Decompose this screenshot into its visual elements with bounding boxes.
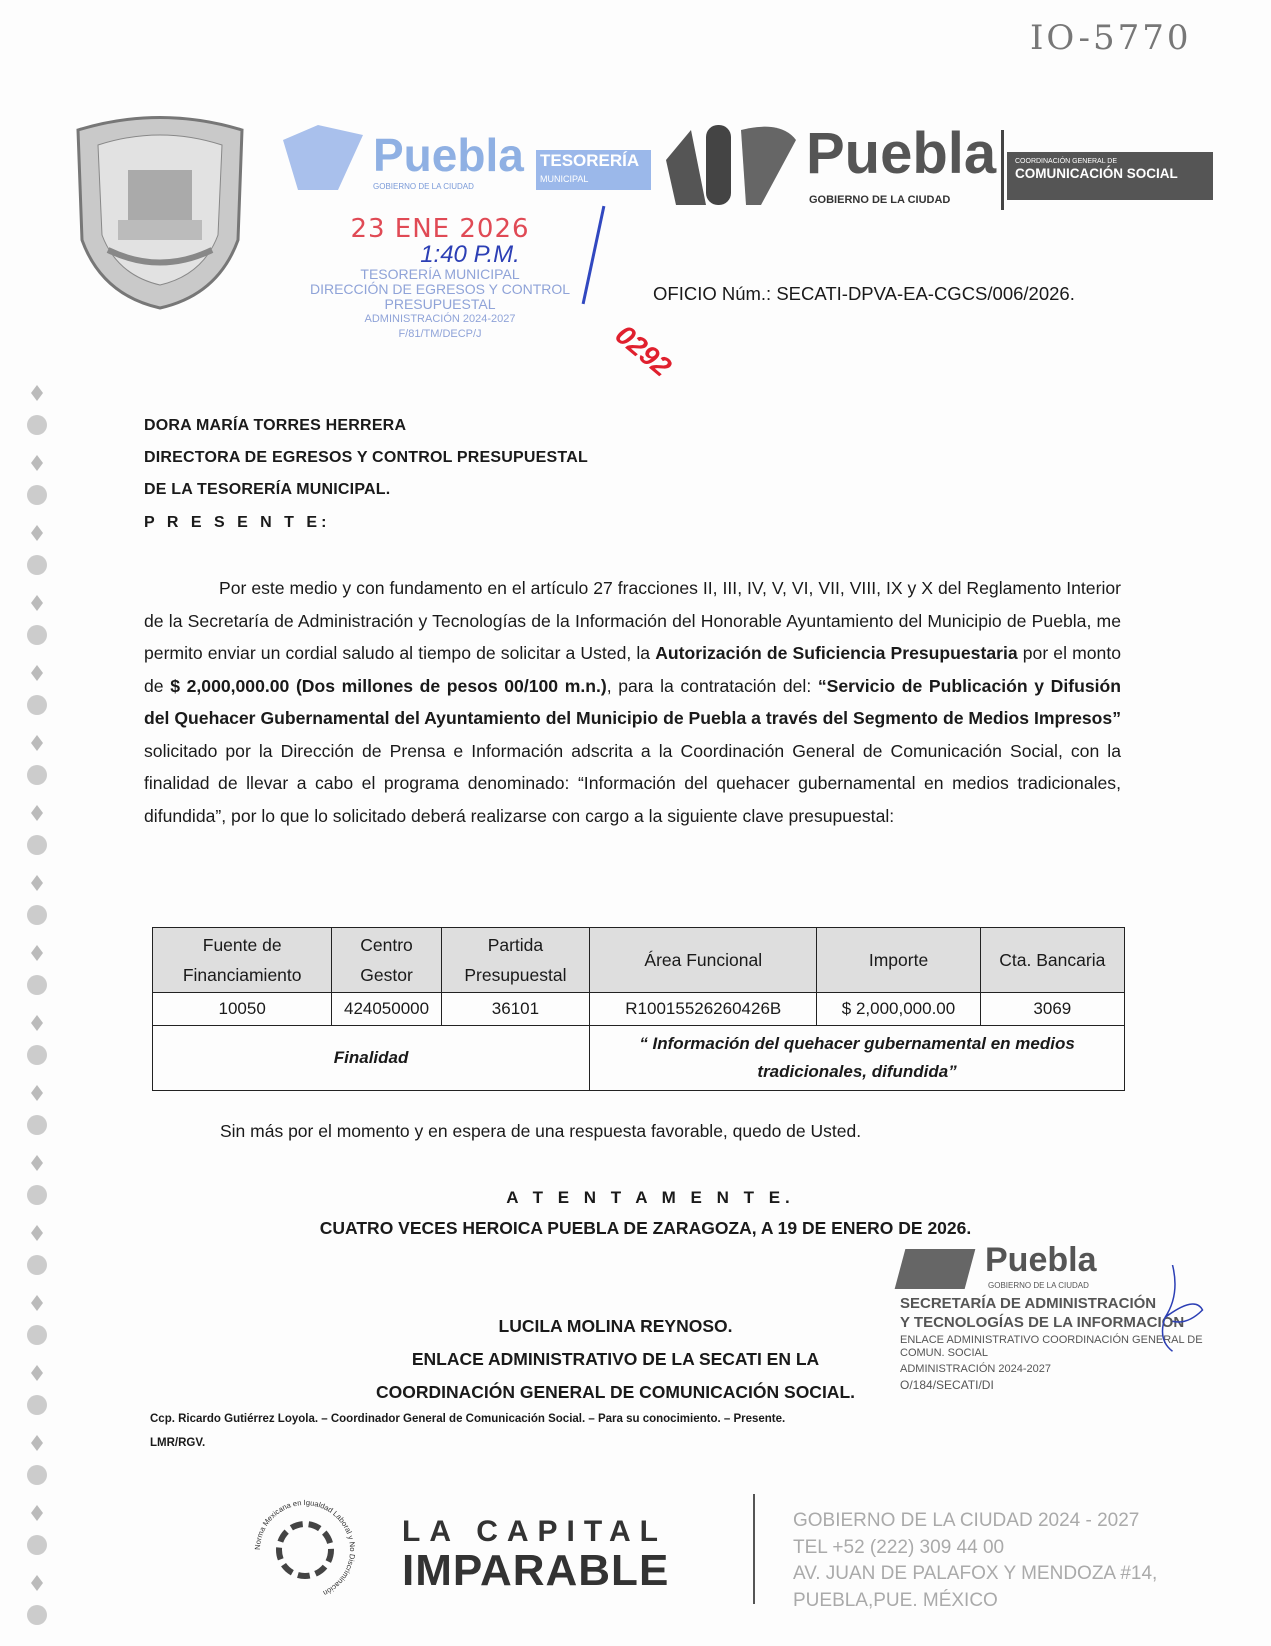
box-subtitle: MUNICIPAL [540, 174, 589, 184]
svg-text:Norma Mexicana en Igualdad Lab [253, 1498, 357, 1598]
igualdad-seal-text: Norma Mexicana en Igualdad Laboral y No Discriminación [252, 1497, 358, 1598]
tesoreria-logo [278, 120, 653, 200]
finalidad-label: Finalidad [153, 1026, 590, 1091]
slogan-line2: IMPARABLE [402, 1546, 670, 1595]
col-header: Fuente de Financiamiento [153, 928, 332, 993]
slogan-line1: LA CAPITAL [402, 1515, 667, 1548]
text: Por este medio y con fundamento en el artículo 27 fracciones II, III, IV, V, VI, VII, VIII, IX y X del Reglamento Interior de la Secretaría de Administración y Tecnologías de la Información del Honorable Ayuntamiento del Municipio de Puebla, me permito enviar un cordial saludo al tiempo de solicitar a Usted, la [144, 578, 1121, 663]
seal-line: ADMINISTRACIÓN 2024-2027 [900, 1363, 1051, 1375]
stamp-line: DIRECCIÓN DE EGRESOS Y CONTROL [309, 281, 571, 297]
signer-name: LUCILA MOLINA REYNOSO. [498, 1316, 733, 1336]
col-header: Cta. Bancaria [980, 928, 1124, 993]
text-bold: Autorización de Suficiencia Presupuestaria [655, 643, 1018, 663]
stamp-line: PRESUPUESTAL [384, 296, 496, 312]
seal-line: SECRETARÍA DE ADMINISTRACIÓN [900, 1295, 1157, 1312]
cell: 3069 [980, 993, 1124, 1026]
addressee-name: DORA MARÍA TORRES HERRERA [144, 417, 407, 434]
amount: $ 2,000,000.00 (Dos millones de pesos 00/100 m.n.) [170, 675, 607, 696]
cell: 36101 [441, 993, 589, 1026]
seal-logo-mark [895, 1249, 976, 1289]
stamp-line: TESORERÍA MUNICIPAL [360, 266, 520, 282]
logo-wordmark: Puebla [373, 129, 524, 181]
seal-subtitle: GOBIERNO DE LA CIUDAD [988, 1281, 1089, 1290]
addressee-title: DIRECTORA DE EGRESOS Y CONTROL PRESUPUESTAL [144, 449, 588, 466]
seal-wordmark: Puebla [985, 1241, 1097, 1279]
finalidad-value: “ Información del quehacer gubernamental en medios tradicionales, difundida” [590, 1026, 1125, 1091]
igualdad-laboral-seal [250, 1495, 360, 1605]
text: , para la contratación del: [606, 675, 818, 696]
presente: P R E S E N T E: [144, 514, 331, 531]
signer-role: ENLACE ADMINISTRATIVO DE LA SECATI EN LA [411, 1349, 820, 1369]
folio-stamp: 0292 [609, 318, 678, 383]
seal-line: ENLACE ADMINISTRATIVO COORDINACIÓN GENERAL DE COMUN. SOCIAL [900, 1334, 1203, 1359]
cell: 10050 [153, 993, 332, 1026]
logo-subtitle: GOBIERNO DE LA CIUDAD [809, 194, 951, 206]
col-header: Partida Presupuestal [441, 928, 589, 993]
body-paragraph [144, 572, 1121, 832]
contact-city: PUEBLA,PUE. MÉXICO [793, 1589, 998, 1611]
seal-line: Y TECNOLOGÍAS DE LA INFORMACIÓN [900, 1314, 1185, 1331]
budget-table [152, 927, 1125, 1091]
box-small: COORDINACIÓN GENERAL DE [1015, 158, 1118, 165]
addressee-dept: DE LA TESORERÍA MUNICIPAL. [144, 481, 391, 498]
col-header: Área Funcional [590, 928, 817, 993]
cell: R10015526260426B [590, 993, 817, 1026]
service-name: “Servicio de Publicación y Difusión del Quehacer Gubernamental del Ayuntamiento del Municipio de Puebla a través del Segmento de Medios Impresos” [144, 675, 1121, 728]
box-title: TESORERÍA [540, 151, 640, 170]
atentamente: A T E N T A M E N T E. [506, 1188, 795, 1207]
cell: $ 2,000,000.00 [817, 993, 980, 1026]
decorative-border-icon [22, 380, 52, 1640]
contact-address: AV. JUAN DE PALAFOX Y MENDOZA #14, [793, 1563, 1158, 1584]
reception-stamp [290, 215, 590, 342]
footer-divider [753, 1494, 755, 1604]
stamp-line: ADMINISTRACIÓN 2024-2027 [364, 313, 516, 325]
handwritten-note: IO-5770 [1030, 18, 1192, 58]
ccp: Ccp. Ricardo Gutiérrez Loyola. – Coordinador General de Comunicación Social. – Para su conocimiento. – Presente. [150, 1413, 786, 1425]
contact-line: GOBIERNO DE LA CIUDAD 2024 - 2027 [793, 1510, 1140, 1531]
comunicacion-social-logo [661, 120, 1217, 215]
cell: 424050000 [332, 993, 441, 1026]
table-row-finalidad [153, 1026, 1125, 1091]
logo-wordmark: Puebla [806, 121, 997, 186]
box-title: COMUNICACIÓN SOCIAL [1015, 166, 1178, 181]
city-date: CUATRO VECES HEROICA PUEBLA DE ZARAGOZA, A 19 DE ENERO DE 2026. [319, 1218, 972, 1238]
footer-contact [793, 1508, 1157, 1614]
contact-phone: TEL +52 (222) 309 44 00 [793, 1536, 1005, 1558]
stamp-time: 1:40 P.M. [420, 241, 520, 268]
la-capital-imparable-logo [402, 1515, 669, 1593]
logo-subtitle: GOBIERNO DE LA CIUDAD [373, 182, 474, 191]
table-header-row [153, 928, 1125, 993]
signer-role: COORDINACIÓN GENERAL DE COMUNICACIÓN SOCIAL. [376, 1382, 855, 1402]
col-header: Centro Gestor [332, 928, 441, 993]
city-coat-of-arms [68, 110, 252, 310]
stamp-date: 23 ENE 2026 [350, 214, 530, 244]
initials: LMR/RGV. [150, 1437, 206, 1449]
signature [1150, 1265, 1210, 1355]
tesoreria-box [536, 150, 651, 190]
seal-line: O/184/SECATI/DI [900, 1378, 994, 1392]
stamp-line: F/81/TM/DECP/J [398, 328, 482, 340]
closing-text: Sin más por el momento y en espera de una respuesta favorable, quedo de Usted. [220, 1121, 862, 1141]
oficio-number: OFICIO Núm.: SECATI-DPVA-EA-CGCS/006/2026. [653, 283, 1075, 304]
logo-divider [1001, 130, 1004, 210]
text: solicitado por la Dirección de Prensa e Información adscrita a la Coordinación General de Comunicación Social, con la finalidad de llevar a cabo el programa denominado: “Información del quehacer gubernamental en medios tradicionales, difundida”, por lo que lo solicitado deberá realizarse con cargo a la siguiente clave presupuestal: [144, 740, 1121, 826]
table-row [153, 993, 1125, 1026]
col-header: Importe [817, 928, 980, 993]
text: por el monto de [144, 643, 1121, 696]
cgcs-box [1007, 152, 1213, 200]
